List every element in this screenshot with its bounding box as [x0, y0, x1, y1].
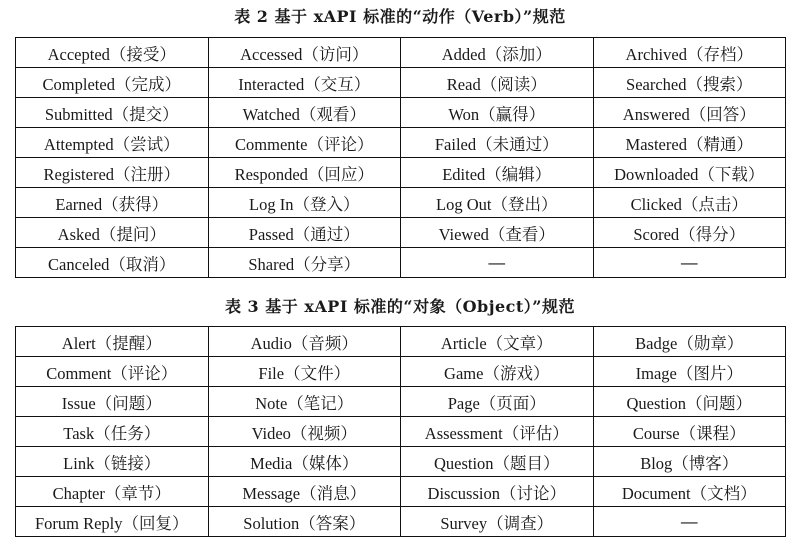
table-cell: [208, 68, 401, 98]
table-row: [16, 477, 786, 507]
cell-text: Accepted（接受）: [47, 44, 176, 64]
cell-text: Log In（登入）: [249, 194, 360, 214]
cell-text: Chapter（章节）: [52, 483, 171, 503]
table-cell: [16, 507, 209, 537]
table-cell: [208, 98, 401, 128]
cell-text: Video（视频）: [251, 423, 357, 443]
cell-text: Media（媒体）: [250, 453, 359, 473]
cell-text: Earned（获得）: [55, 194, 169, 214]
table-cell: [593, 188, 786, 218]
cell-text: —: [681, 511, 698, 531]
table-cell: [16, 477, 209, 507]
table-cell: [593, 357, 786, 387]
cell-text: Solution（答案）: [243, 513, 366, 533]
cell-text: Course（课程）: [632, 423, 746, 443]
table-cell: [593, 477, 786, 507]
table-row: [16, 158, 786, 188]
table-row: [16, 38, 786, 68]
table-cell: [401, 158, 594, 188]
table-row: [16, 447, 786, 477]
cell-text: Badge（勋章）: [635, 333, 744, 353]
table-cell: [208, 158, 401, 188]
cell-text: Audio（音频）: [250, 333, 358, 353]
cell-text: Archived（存档）: [625, 44, 753, 64]
cell-text: Note（笔记）: [255, 393, 354, 413]
table-cell: [401, 447, 594, 477]
cell-text: Interacted（交互）: [238, 74, 371, 94]
cell-text: Watched（观看）: [242, 104, 366, 124]
cell-text: Submitted（提交）: [44, 104, 179, 124]
table-cell: [16, 218, 209, 248]
table-cell: [593, 507, 786, 537]
cell-text: Page（页面）: [447, 393, 546, 413]
table-cell: [593, 248, 786, 278]
table-cell: [208, 248, 401, 278]
table-row: [16, 188, 786, 218]
table-cell: [208, 128, 401, 158]
cell-text: Failed（未通过）: [434, 134, 559, 154]
cell-text: Question（题目）: [433, 453, 560, 473]
table-cell: [208, 218, 401, 248]
table-cell: [401, 387, 594, 417]
cell-text: Answered（回答）: [622, 104, 756, 124]
cell-text: Discussion（讨论）: [427, 483, 566, 503]
table-cell: [401, 327, 594, 357]
table-row: [16, 218, 786, 248]
table-cell: [16, 158, 209, 188]
table-cell: [401, 68, 594, 98]
table-row: [16, 128, 786, 158]
cell-text: Completed（完成）: [42, 74, 181, 94]
table-2-caption: 表 2 基于 xAPI 标准的“动作（Verb）”规范: [234, 7, 566, 26]
table-cell: [208, 327, 401, 357]
table-cell: [401, 128, 594, 158]
cell-text: —: [488, 252, 505, 272]
table-cell: [401, 417, 594, 447]
cell-text: Viewed（查看）: [438, 224, 555, 244]
table-cell: [16, 68, 209, 98]
cell-text: Link（链接）: [63, 453, 161, 473]
table-3-caption: 表 3 基于 xAPI 标准的“对象（Object）”规范: [224, 297, 576, 316]
cell-text: Log Out（登出）: [436, 194, 558, 214]
cell-text: Scored（得分）: [633, 224, 746, 244]
table-cell: [401, 38, 594, 68]
cell-text: Clicked（点击）: [630, 194, 748, 214]
cell-text: Canceled（取消）: [48, 254, 176, 274]
table-cell: [16, 98, 209, 128]
table-cell: [593, 447, 786, 477]
table-cell: [401, 248, 594, 278]
table-cell: [401, 218, 594, 248]
table-cell: [593, 218, 786, 248]
table-cell: [401, 188, 594, 218]
cell-text: Question（问题）: [626, 393, 753, 413]
table-cell: [16, 327, 209, 357]
table-cell: [593, 38, 786, 68]
cell-text: Edited（编辑）: [442, 164, 552, 184]
table-cell: [208, 477, 401, 507]
table-3-object-spec: [15, 326, 786, 537]
table-cell: [593, 68, 786, 98]
cell-text: Issue（问题）: [61, 393, 162, 413]
cell-text: Survey（调查）: [440, 513, 554, 533]
cell-text: Message（消息）: [242, 483, 367, 503]
table-cell: [16, 387, 209, 417]
cell-text: File（文件）: [258, 363, 351, 383]
table-cell: [593, 417, 786, 447]
cell-text: Passed（通过）: [248, 224, 360, 244]
table-row: [16, 68, 786, 98]
table-cell: [16, 248, 209, 278]
cell-text: Shared（分享）: [248, 254, 361, 274]
cell-text: Assessment（评估）: [424, 423, 569, 443]
table-cell: [401, 477, 594, 507]
cell-text: —: [681, 252, 698, 272]
table-cell: [208, 507, 401, 537]
cell-text: Accessed（访问）: [240, 44, 369, 64]
table-row: [16, 507, 786, 537]
table-row: [16, 248, 786, 278]
table-cell: [16, 128, 209, 158]
table-cell: [593, 128, 786, 158]
table-cell: [593, 387, 786, 417]
cell-text: Alert（提醒）: [61, 333, 162, 353]
cell-text: Mastered（精通）: [625, 134, 753, 154]
cell-text: Attempted（尝试）: [43, 134, 180, 154]
table-cell: [208, 188, 401, 218]
table-row: [16, 357, 786, 387]
cell-text: Comment（评论）: [46, 363, 178, 383]
table-row: [16, 417, 786, 447]
table-cell: [16, 447, 209, 477]
table-cell: [16, 38, 209, 68]
table-cell: [208, 417, 401, 447]
table-cell: [208, 38, 401, 68]
table-cell: [16, 357, 209, 387]
table-row: [16, 327, 786, 357]
cell-text: Forum Reply（回复）: [34, 513, 189, 533]
cell-text: Blog（博客）: [640, 453, 739, 473]
table-cell: [401, 357, 594, 387]
table-cell: [593, 158, 786, 188]
cell-text: Responded（回应）: [234, 164, 374, 184]
table-cell: [593, 327, 786, 357]
cell-text: Won（赢得）: [448, 104, 546, 124]
cell-text: Read（阅读）: [446, 74, 547, 94]
cell-text: Commente（评论）: [235, 134, 374, 154]
table-cell: [401, 507, 594, 537]
table-cell: [208, 357, 401, 387]
table-cell: [208, 387, 401, 417]
table-row: [16, 98, 786, 128]
cell-text: Searched（搜索）: [626, 74, 753, 94]
cell-text: Document（文档）: [621, 483, 757, 503]
table-cell: [593, 98, 786, 128]
cell-text: Downloaded（下载）: [614, 164, 765, 184]
table-row: [16, 387, 786, 417]
cell-text: Image（图片）: [635, 363, 743, 383]
table-cell: [401, 98, 594, 128]
cell-text: Registered（注册）: [43, 164, 181, 184]
table-2-verb-spec: [15, 37, 786, 278]
table-cell: [16, 188, 209, 218]
table-cell: [208, 447, 401, 477]
cell-text: Added（添加）: [441, 44, 552, 64]
cell-text: Asked（提问）: [57, 224, 166, 244]
cell-text: Task（任务）: [63, 423, 161, 443]
cell-text: Article（文章）: [440, 333, 553, 353]
cell-text: Game（游戏）: [444, 363, 550, 383]
table-cell: [16, 417, 209, 447]
